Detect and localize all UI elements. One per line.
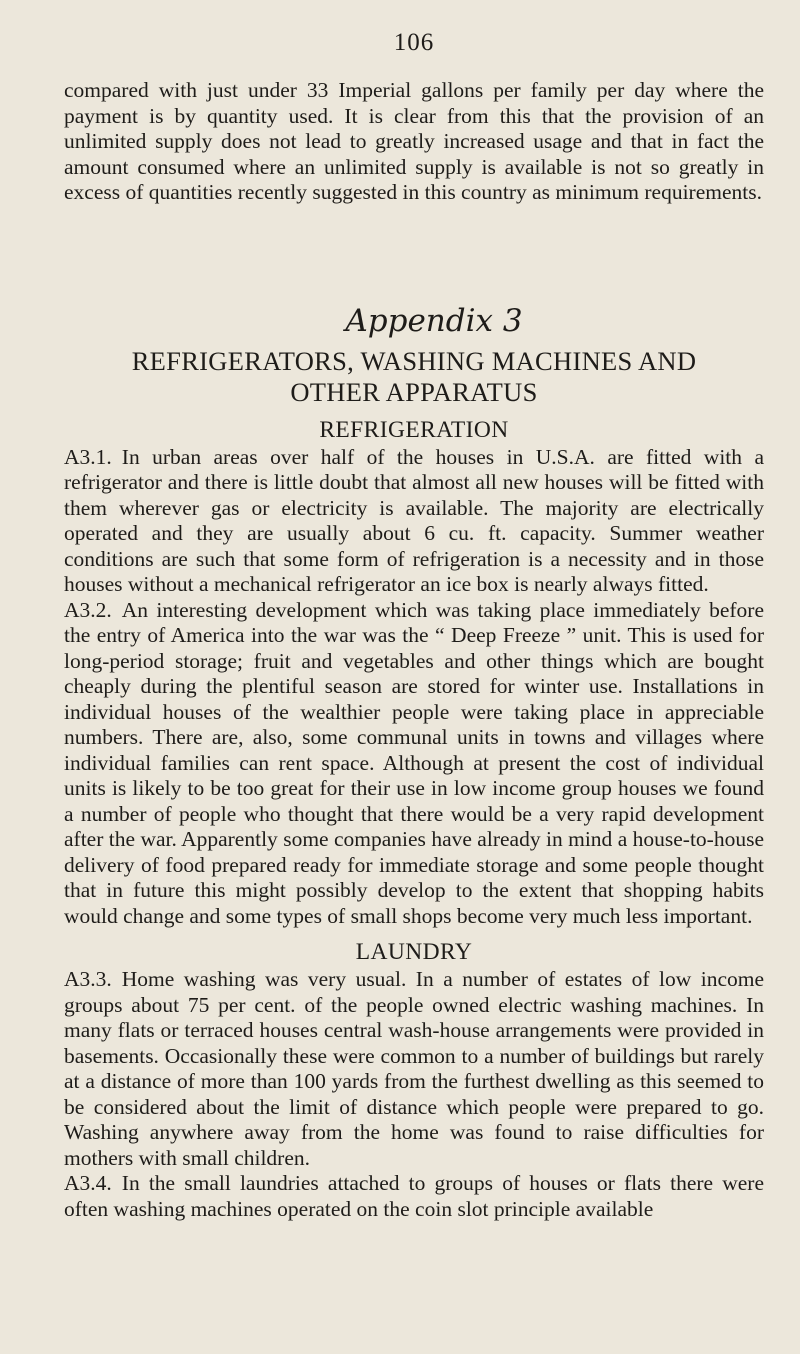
main-heading [64,347,764,407]
paragraph-text: Home washing was very usual. In a number of estates of low income groups about 75 per cent. of the people owned electric washing machines. In many flats or terraced houses central wash-house arrangements were provided in basements. Occasionally these were common to a number of buildings but rarely at a distance of more than 100 yards from the furthest dwelling as this seemed to be considered about the limit of distance which people were prepared to go. Washing anywhere away from the home was found to raise difficulties for mothers with small children. [64,967,764,1170]
paragraph-a3-2 [64,598,764,930]
continuation-paragraph: compared with just under 33 Imperial gallons per family per day where the payment is by quantity used. It is clear from this that the provision of an unlimited supply does not lead to greatly increased usage and that in fact the amount consumed where an unlimited supply is available is not so greatly in excess of quantities recently suggested in this country as minimum requirements. [64,78,764,204]
section-laundry [64,937,764,1222]
section-heading-refrigeration: REFRIGERATION [319,416,509,443]
appendix-title: Appendix 3 [345,302,523,339]
paragraph-label: A3.3. [64,967,112,991]
page-number: 106 [393,29,435,56]
paragraph-text: In the small laundries attached to groups of houses or flats there were often washing machines operated on the coin slot principle available [64,1171,764,1221]
main-heading-line-1: REFRIGERATORS, WASHING MACHINES AND [131,345,697,376]
paragraph-a3-4 [64,1171,764,1222]
paragraph-text: An interesting development which was taking place immediately before the entry of America into the war was the “ Deep Freeze ” unit. This is used for long-period storage; fruit and vegetables and other things which are bought cheaply during the plentiful season are stored for winter use. Installations in individual houses of the wealthier people were taking place in appreciable numbers. There are, also, some communal units in towns and villages where individual families can rent space. Although at present the cost of individual units is likely to be too great for their use in low income group houses we found a number of people who thought that there would be a very rapid development after the war. Apparently some companies have already in mind a house-to-house delivery of food prepared ready for immediate storage and some people thought that in future this might possibly develop to the extent that shopping habits would change and some types of small shops become very much less important. [64,597,764,928]
section-heading-laundry: LAUNDRY [355,939,473,965]
paragraph-label: A3.1. [64,444,112,469]
section-refrigeration [64,415,764,930]
main-heading-line-2: OTHER APPARATUS [290,376,538,407]
paragraph-label: A3.2. [64,597,112,622]
page [64,28,764,1222]
paragraph-text: In urban areas over half of the houses in U.S.A. are fitted with a refrigerator and there is little doubt that almost all new houses will be fitted with them wherever gas or electricity is available. The majority are electrically operated and they are usually about 6 cu. ft. capacity. Summer weather conditions are such that some form of refrigeration is a necessity and in those houses without a mechanical refrigerator an ice box is nearly always fitted. [64,444,764,596]
paragraph-a3-1 [64,445,764,598]
paragraph-label: A3.4. [64,1171,112,1195]
paragraph-a3-3 [64,967,764,1171]
